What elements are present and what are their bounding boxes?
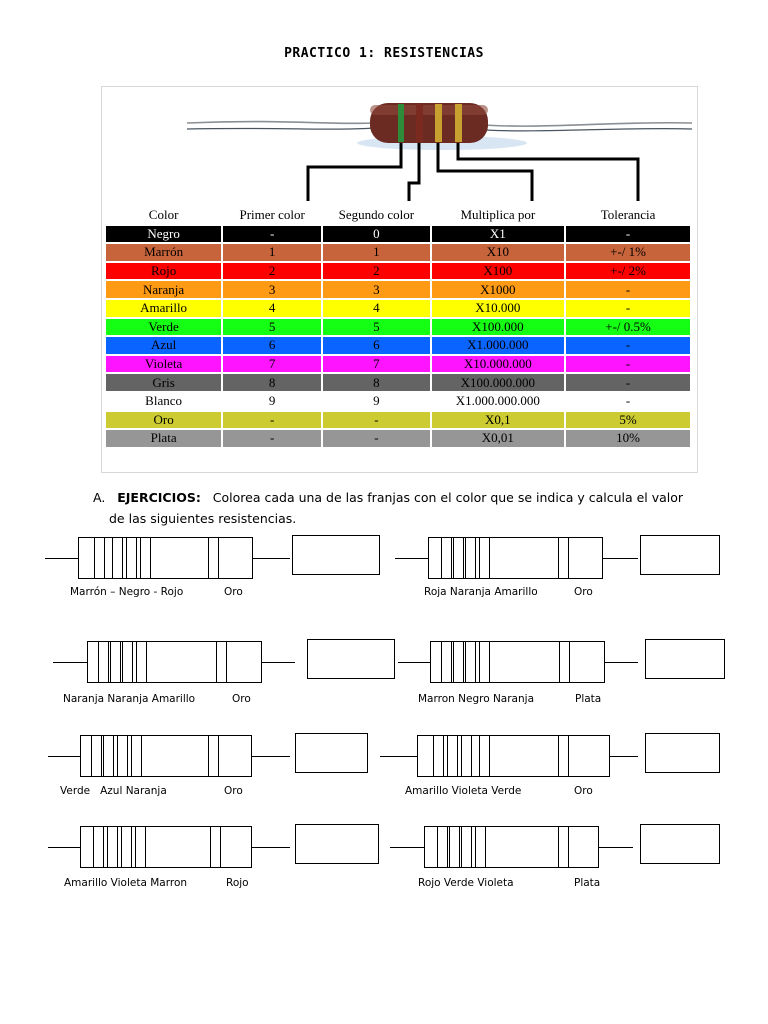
color-band-4[interactable]	[131, 736, 142, 776]
table-cell: 6	[323, 337, 430, 354]
header-second-color: Segundo color	[323, 207, 430, 224]
table-cell: 5	[223, 319, 321, 336]
table-cell: 5%	[566, 412, 690, 429]
answer-box[interactable]	[307, 639, 395, 679]
table-cell: -	[566, 281, 690, 298]
color-band-1[interactable]	[437, 827, 448, 867]
page-title: PRACTICO 1: RESISTENCIAS	[284, 46, 484, 61]
header-color: Color	[106, 207, 221, 224]
table-cell: -	[223, 412, 321, 429]
table-cell: 7	[323, 356, 430, 373]
table-cell: +-/ 2%	[566, 263, 690, 280]
table-cell: -	[566, 337, 690, 354]
table-cell: X0,01	[432, 430, 564, 447]
table-cell: X0,1	[432, 412, 564, 429]
tolerance-label: Rojo	[226, 877, 249, 889]
color-band-1[interactable]	[91, 736, 102, 776]
resistor-body[interactable]	[417, 735, 610, 777]
table-cell: 4	[323, 300, 430, 317]
resistor-lead-right	[599, 847, 633, 848]
table-cell: 9	[223, 393, 321, 410]
color-band-2[interactable]	[112, 538, 123, 578]
table-cell: X100.000.000	[432, 374, 564, 391]
table-cell: +-/ 0.5%	[566, 319, 690, 336]
table-row	[106, 412, 690, 429]
resistor-lead-right	[603, 558, 638, 559]
exercise-instruction-line2: de las siguientes resistencias.	[109, 511, 297, 526]
resistor-photo-illustration	[102, 87, 697, 205]
resistor-body[interactable]	[87, 641, 262, 683]
color-band-4[interactable]	[479, 538, 490, 578]
table-cell: -	[566, 300, 690, 317]
table-cell: Negro	[106, 226, 221, 243]
table-cell: 8	[223, 374, 321, 391]
table-cell: -	[323, 430, 430, 447]
table-row	[106, 244, 690, 261]
table-cell: -	[566, 226, 690, 243]
tolerance-band[interactable]	[558, 827, 569, 867]
tolerance-label: Plata	[575, 693, 602, 705]
band-colors-label: Verde Azul Naranja	[60, 785, 167, 797]
color-band-2[interactable]	[110, 642, 121, 682]
resistor-body[interactable]	[80, 826, 252, 868]
color-band-3[interactable]	[121, 827, 132, 867]
table-row	[106, 337, 690, 354]
table-cell: Marrón	[106, 244, 221, 261]
color-band-2[interactable]	[447, 736, 458, 776]
color-band-3[interactable]	[461, 736, 472, 776]
table-cell: X1.000.000.000	[432, 393, 564, 410]
tolerance-band[interactable]	[216, 642, 227, 682]
table-cell: -	[323, 412, 430, 429]
exercise-letter: A.	[93, 490, 106, 505]
table-cell: 8	[323, 374, 430, 391]
table-cell: -	[566, 374, 690, 391]
color-band-4[interactable]	[475, 827, 486, 867]
tolerance-label: Plata	[574, 877, 601, 889]
table-row	[106, 393, 690, 410]
color-band-2[interactable]	[449, 827, 460, 867]
resistor-body[interactable]	[78, 537, 253, 579]
tolerance-band[interactable]	[208, 538, 219, 578]
exercise-title: EJERCICIOS:	[117, 490, 201, 505]
color-band-3[interactable]	[117, 736, 128, 776]
table-cell: 6	[223, 337, 321, 354]
table-cell: -	[223, 430, 321, 447]
table-cell: Azul	[106, 337, 221, 354]
color-band-2[interactable]	[453, 642, 464, 682]
exercises-heading	[93, 490, 683, 505]
table-row	[106, 430, 690, 447]
table-cell: 3	[223, 281, 321, 298]
tolerance-label: Oro	[574, 785, 593, 797]
table-cell: X10.000	[432, 300, 564, 317]
resistor-lead-left	[48, 756, 80, 757]
resistor-lead-right	[605, 662, 638, 663]
resistor-lead-right	[610, 756, 638, 757]
table-cell: X10	[432, 244, 564, 261]
resistor-lead-right	[252, 847, 290, 848]
color-band-1[interactable]	[441, 538, 452, 578]
answer-box[interactable]	[295, 824, 379, 864]
resistor-body[interactable]	[424, 826, 599, 868]
tolerance-band[interactable]	[210, 827, 221, 867]
table-cell: Amarillo	[106, 300, 221, 317]
table-row	[106, 281, 690, 298]
table-cell: X100.000	[432, 319, 564, 336]
table-cell: -	[223, 226, 321, 243]
resistor-lead-right	[262, 662, 295, 663]
table-row	[106, 374, 690, 391]
table-cell: 3	[323, 281, 430, 298]
band-colors-label: Roja Naranja Amarillo	[424, 586, 538, 598]
table-row	[106, 356, 690, 373]
header-multiplier: Multiplica por	[432, 207, 564, 224]
table-cell: X10.000.000	[432, 356, 564, 373]
table-cell: Gris	[106, 374, 221, 391]
table-cell: X1	[432, 226, 564, 243]
answer-box[interactable]	[295, 733, 368, 773]
tolerance-label: Oro	[232, 693, 251, 705]
table-cell: X100	[432, 263, 564, 280]
resistor-lead-right	[253, 558, 290, 559]
resistor-body[interactable]	[430, 641, 605, 683]
table-cell: X1.000.000	[432, 337, 564, 354]
table-cell: 7	[223, 356, 321, 373]
table-row	[106, 226, 690, 243]
band-colors-label: Amarillo Violeta Marron	[64, 877, 188, 889]
color-band-1[interactable]	[441, 642, 452, 682]
exercise-instruction: Colorea cada una de las franjas con el color que se indica y calcula el valor	[212, 490, 684, 505]
answer-box[interactable]	[640, 535, 720, 575]
resistor-lead-left	[45, 558, 78, 559]
color-band-3[interactable]	[126, 538, 137, 578]
color-band-1[interactable]	[94, 538, 105, 578]
resistor-lead-right	[252, 756, 290, 757]
color-band-3[interactable]	[465, 642, 476, 682]
table-cell: Rojo	[106, 263, 221, 280]
table-cell: 5	[323, 319, 430, 336]
color-code-table	[104, 205, 692, 449]
table-cell: 1	[223, 244, 321, 261]
band-colors-label: Naranja Naranja Amarillo	[63, 693, 196, 705]
color-band-4[interactable]	[135, 827, 146, 867]
tolerance-label: Oro	[574, 586, 593, 598]
band-colors-label: Rojo Verde Violeta	[418, 877, 514, 889]
color-band-2[interactable]	[103, 736, 114, 776]
band-colors-label: Amarillo Violeta Verde	[405, 785, 522, 797]
table-cell: Plata	[106, 430, 221, 447]
color-band-4[interactable]	[479, 736, 490, 776]
color-band-2[interactable]	[107, 827, 118, 867]
table-cell: 9	[323, 393, 430, 410]
resistor-body[interactable]	[80, 735, 252, 777]
tolerance-band[interactable]	[558, 538, 569, 578]
resistor-lead-left	[398, 662, 430, 663]
color-band-3[interactable]	[461, 827, 472, 867]
table-cell: Oro	[106, 412, 221, 429]
table-row	[106, 300, 690, 317]
header-tolerance: Tolerancia	[566, 207, 690, 224]
table-cell: 2	[323, 263, 430, 280]
resistor-color-code-figure	[101, 86, 698, 473]
color-band-3[interactable]	[465, 538, 476, 578]
tolerance-band[interactable]	[558, 736, 569, 776]
color-band-4[interactable]	[136, 642, 147, 682]
table-row	[106, 319, 690, 336]
resistor-lead-left	[395, 558, 428, 559]
color-band-3[interactable]	[122, 642, 133, 682]
resistor-lead-left	[380, 756, 417, 757]
answer-box[interactable]	[640, 824, 720, 864]
table-cell: Blanco	[106, 393, 221, 410]
table-header-row	[106, 207, 690, 224]
resistor-body[interactable]	[428, 537, 603, 579]
tolerance-label: Oro	[224, 785, 243, 797]
table-cell: -	[566, 356, 690, 373]
answer-box[interactable]	[645, 733, 720, 773]
resistor-lead-left	[390, 847, 424, 848]
table-cell: 10%	[566, 430, 690, 447]
table-cell: 0	[323, 226, 430, 243]
header-first-color: Primer color	[223, 207, 321, 224]
table-cell: 2	[223, 263, 321, 280]
tolerance-band[interactable]	[208, 736, 219, 776]
resistor-lead-left	[48, 847, 80, 848]
table-cell: X1000	[432, 281, 564, 298]
table-cell: 1	[323, 244, 430, 261]
color-band-1[interactable]	[93, 827, 104, 867]
tolerance-band[interactable]	[559, 642, 570, 682]
answer-box[interactable]	[292, 535, 380, 575]
table-cell: -	[566, 393, 690, 410]
band-colors-label: Marrón – Negro - Rojo	[70, 586, 184, 598]
band-colors-label: Marron Negro Naranja	[418, 693, 535, 705]
color-band-4[interactable]	[140, 538, 151, 578]
resistor-lead-left	[53, 662, 87, 663]
table-cell: Verde	[106, 319, 221, 336]
color-band-4[interactable]	[479, 642, 490, 682]
answer-box[interactable]	[645, 639, 725, 679]
color-band-2[interactable]	[453, 538, 464, 578]
table-row	[106, 263, 690, 280]
table-cell: +-/ 1%	[566, 244, 690, 261]
color-band-1[interactable]	[433, 736, 444, 776]
table-cell: Naranja	[106, 281, 221, 298]
table-cell: 4	[223, 300, 321, 317]
tolerance-label: Oro	[224, 586, 243, 598]
color-band-1[interactable]	[98, 642, 109, 682]
table-cell: Violeta	[106, 356, 221, 373]
